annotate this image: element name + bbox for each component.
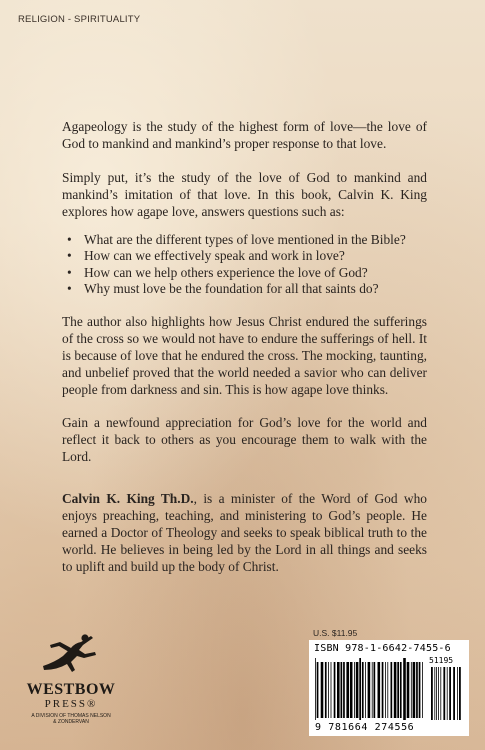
- barcode-addon-bar: [434, 667, 435, 720]
- list-item-text: Why must love be the foundation for all that saints do?: [84, 280, 379, 296]
- back-cover-text: [62, 118, 427, 575]
- barcode-bar: [422, 662, 423, 718]
- barcode-bar: [387, 662, 388, 718]
- intro-paragraph: Agapeology is the study of the highest form of love—the love of God to mankind and mankind’s proper response to that love.: [62, 119, 427, 151]
- bullet-icon: •: [67, 232, 72, 247]
- barcode-bar: [419, 662, 421, 718]
- barcode-bar: [372, 662, 373, 718]
- publisher-division-line-1: A DIVISION OF THOMAS NELSON: [31, 713, 111, 719]
- barcode-bar: [317, 662, 319, 718]
- barcode-bar: [391, 662, 393, 718]
- question-list: [62, 232, 427, 297]
- summary-paragraph: Simply put, it’s the study of the love of God to mankind and mankind’s imitation of that love. In this book, Calvin K. King explores how agape love, answers questions such as:: [62, 170, 427, 219]
- author-bio: [62, 490, 427, 575]
- barcode-bar: [362, 662, 364, 718]
- barcode-bar: [416, 662, 418, 718]
- price-label: U.S. $11.95: [313, 628, 358, 638]
- barcode-addon-bar: [449, 667, 451, 720]
- closing-paragraph: Gain a newfound appreciation for God’s love for the world and reflect it back to others as you encourage them to walk with the Lord.: [62, 415, 427, 465]
- list-item: [64, 265, 427, 281]
- barcode-bar: [337, 662, 340, 718]
- barcode-bar: [413, 662, 416, 718]
- list-item: [64, 281, 427, 297]
- list-item-text: How can we help others experience the love of God?: [84, 264, 368, 280]
- barcode-addon-bar: [438, 667, 439, 720]
- barcode-icon: [315, 658, 465, 720]
- barcode-bar: [400, 662, 402, 718]
- barcode-bar: [321, 662, 324, 718]
- author-name: Calvin K. King Th.D.: [62, 491, 194, 507]
- barcode-bar: [325, 662, 327, 718]
- barcode-bar: [359, 658, 361, 720]
- list-item-text: What are the different types of love mentioned in the Bible?: [84, 232, 406, 247]
- barcode-bar: [385, 662, 386, 718]
- barcode-bar: [331, 662, 332, 718]
- ean-number: 9 781664 274556: [315, 722, 415, 733]
- barcode-bar: [382, 662, 384, 718]
- barcode-bar: [397, 662, 399, 718]
- publisher-name: WESTBOW: [26, 681, 116, 698]
- barcode-bar: [341, 662, 343, 718]
- barcode-addon-bar: [431, 667, 433, 720]
- publisher-logo: [16, 632, 126, 742]
- isbn-label: ISBN 978-1-6642-7455-6: [314, 643, 451, 654]
- barcode-bar: [354, 662, 355, 718]
- barcode-bar: [407, 662, 410, 718]
- barcode-bar: [315, 658, 316, 720]
- barcode-bar: [356, 662, 359, 718]
- publisher-division-line-2: & ZONDERVAN: [53, 719, 89, 725]
- barcode-addon-bar: [453, 667, 455, 720]
- bullet-icon: •: [67, 248, 72, 264]
- barcode-addon-bar: [443, 667, 445, 720]
- barcode-bar: [411, 662, 412, 718]
- barcode-bar: [394, 662, 397, 718]
- barcode-bar: [365, 662, 366, 718]
- category-label: RELIGION - SPIRITUALITY: [18, 14, 141, 25]
- bullet-icon: •: [67, 264, 72, 280]
- barcode-addon-bar: [459, 667, 461, 720]
- bullet-icon: •: [67, 280, 72, 296]
- barcode-addon-bar: [447, 667, 448, 720]
- barcode-bar: [368, 662, 371, 718]
- list-item-text: How can we effectively speak and work in love?: [84, 248, 345, 264]
- barcode-bar: [350, 662, 353, 718]
- barcode-addon-bar: [457, 667, 458, 720]
- list-item: [64, 248, 427, 264]
- barcode-bar: [374, 662, 376, 718]
- barcode-bar: [334, 662, 336, 718]
- author-bio-text: , is a minister of the Word of God who enjoys preaching, teaching, and ministering to God’s people. He earned a Doctor of Theology and seeks to speak biblical truth to the world. He believes in being led by the Lord in all things and seeks to uplift and build up the body of Christ.: [62, 491, 427, 575]
- barcode-bar: [328, 662, 329, 718]
- barcode-bar: [403, 658, 406, 720]
- addon-number: 51195: [429, 656, 454, 665]
- barcode-bar: [343, 662, 345, 718]
- list-item: [64, 232, 427, 248]
- barcode-addon-bar: [440, 667, 441, 720]
- highlight-paragraph: The author also highlights how Jesus Christ endured the sufferings of the cross so we would not have to endure the sufferings of hell. It is because of love that he endured the cross. The mocking, taunting, and unbelief proved that the world needed a savior who can deliver people from darkness and sin. This is how agape love thinks.: [62, 314, 427, 398]
- publisher-press: PRESS®: [44, 698, 98, 710]
- leaping-figure-icon: [41, 632, 101, 678]
- barcode-block: [309, 640, 469, 736]
- barcode-addon-bar: [436, 667, 437, 720]
- barcode-bar: [378, 662, 381, 718]
- barcode-bar: [346, 662, 349, 718]
